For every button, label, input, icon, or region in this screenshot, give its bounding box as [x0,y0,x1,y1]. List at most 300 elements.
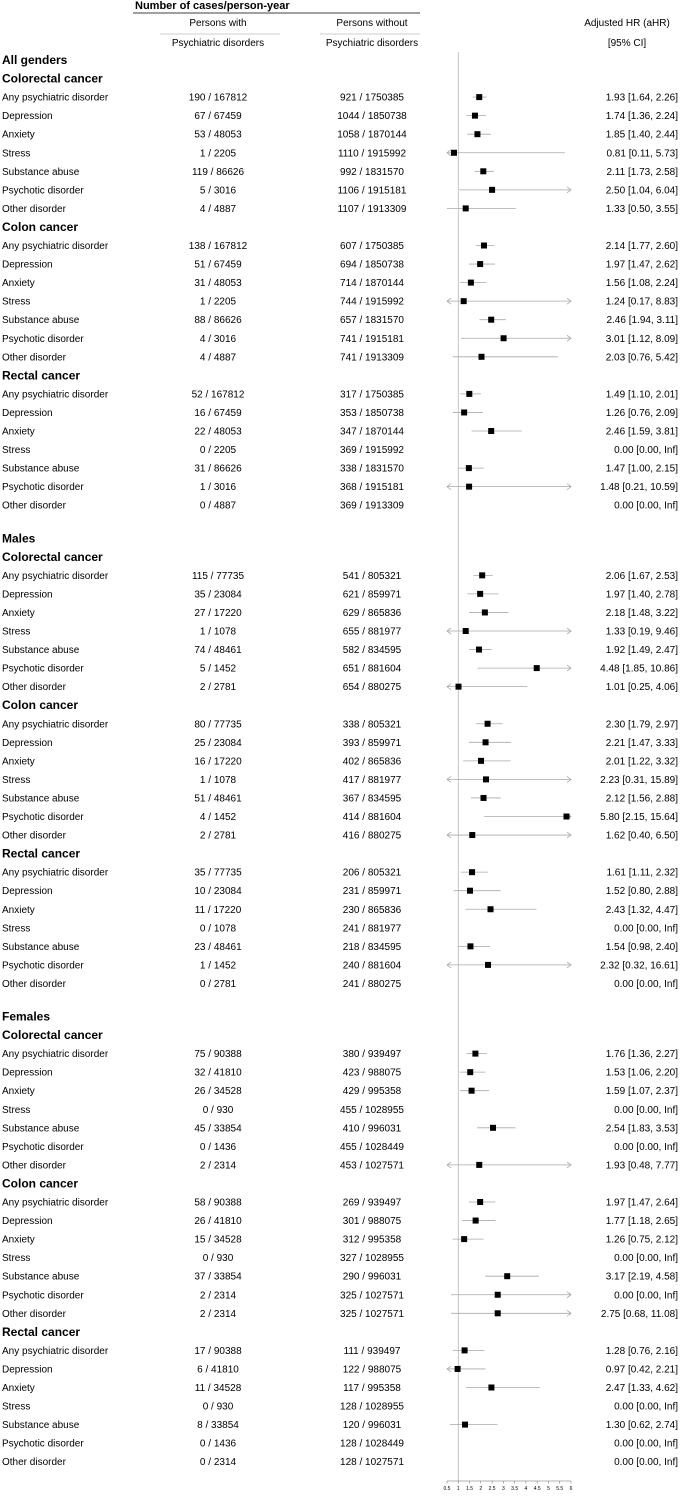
row-label: Other disorder [2,203,66,215]
cases-without-cell: 429 / 995358 [342,1086,402,1098]
row-label: Any psychiatric disorder [2,92,109,104]
hr-point [488,428,494,434]
cases-without-cell: 455 / 1028449 [340,1141,404,1153]
hr-ci-cell: 0.00 [0.00, Inf] [614,1104,678,1116]
hr-ci-cell: 1.93 [1.64, 2.26] [605,92,678,104]
row-label: Substance abuse [2,1123,80,1135]
cases-without-cell: 410 / 996031 [342,1123,402,1135]
rows-layer [2,53,678,1468]
cases-with-cell: 5 / 3016 [199,185,237,197]
cases-with-cell: 22 / 48053 [194,426,242,438]
cases-without-cell: 714 / 1870144 [340,278,404,290]
row-label: Stress [2,1104,31,1116]
cases-with-cell: 0 / 1436 [199,1438,237,1450]
group-heading: Females [2,1009,51,1024]
hr-ci-cell: 2.50 [1.04, 6.04] [605,185,678,197]
cases-with-cell: 10 / 23084 [194,886,242,898]
hr-ci-cell: 1.52 [0.80, 2.88] [605,886,678,898]
hr-point [466,465,472,471]
x-tick-label: 2 [479,1486,483,1492]
hr-ci-cell: 0.00 [0.00, Inf] [614,445,678,457]
row-label: Stress [2,296,31,308]
hr-point [462,1422,468,1428]
hr-point [480,168,486,174]
hr-ci-cell: 1.48 [0.21, 10.59] [600,482,678,494]
cases-without-cell: 111 / 939497 [343,1345,401,1357]
hr-point [489,187,495,193]
hr-ci-cell: 2.47 [1.33, 4.62] [605,1383,678,1394]
x-tick-label: 4.5 [533,1486,541,1492]
hr-ci-cell: 0.00 [0.00, Inf] [614,1457,678,1469]
cases-without-cell: 1044 / 1850738 [337,111,407,123]
cancer-heading: Colorectal cancer [2,71,103,86]
cases-with-cell: 11 / 34528 [194,1383,242,1394]
row-label: Stress [2,923,31,935]
hr-point [478,354,484,360]
x-tick-label: 5 [547,1486,550,1492]
cases-with-cell: 75 / 90388 [194,1049,242,1061]
cases-without-cell: 122 / 988075 [342,1364,402,1376]
cases-with-cell: 58 / 90388 [194,1197,242,1209]
row-label: Other disorder [2,978,66,990]
header-with-line1: Persons with [189,18,247,29]
cases-with-cell: 26 / 41810 [194,1216,242,1228]
hr-ci-cell: 2.75 [0.68, 11.08] [600,1308,678,1320]
plot-layer [447,52,571,1481]
cases-with-cell: 2 / 2314 [199,1290,237,1302]
cases-without-cell: 120 / 996031 [342,1420,402,1432]
cases-with-cell: 17 / 90388 [194,1345,242,1357]
cases-with-cell: 190 / 167812 [188,92,248,104]
cases-without-cell: 741 / 1915181 [340,333,404,345]
row-label: Stress [2,148,31,160]
cases-with-cell: 25 / 23084 [194,737,242,749]
hr-ci-cell: 1.97 [1.47, 2.64] [605,1197,678,1209]
hr-ci-cell: 2.46 [1.59, 3.81] [605,426,678,438]
hr-ci-cell: 0.00 [0.00, Inf] [614,1401,678,1413]
hr-ci-cell: 1.85 [1.40, 2.44] [605,129,678,141]
cases-without-cell: 231 / 859971 [342,886,402,898]
cases-with-cell: 2 / 2781 [199,830,237,842]
hr-point [477,591,483,597]
hr-ci-cell: 2.32 [0.32, 16.61] [600,960,678,972]
hr-ci-cell: 2.46 [1.94, 3.11] [606,315,678,327]
hr-ci-cell: 1.24 [0.17, 8.83] [605,296,678,308]
hr-ci-cell: 1.54 [0.98, 2.40] [605,941,678,953]
row-label: Any psychiatric disorder [2,241,109,252]
header-title: Number of cases/person-year [135,0,290,12]
cases-with-cell: 32 / 41810 [194,1067,242,1079]
hr-point [476,94,482,100]
hr-point [485,721,491,727]
hr-point [461,1236,467,1242]
x-tick-label: 5.5 [556,1486,564,1492]
row-label: Psychotic disorder [2,333,84,345]
hr-ci-cell: 1.49 [1.10, 2.01] [605,389,678,401]
cases-without-cell: 1107 / 1913309 [337,203,407,215]
hr-ci-cell: 2.14 [1.77, 2.60] [605,241,678,252]
hr-point [534,665,540,671]
hr-point [478,758,484,764]
hr-ci-cell: 0.00 [0.00, Inf] [614,1290,678,1302]
hr-point [467,1069,473,1075]
hr-point [455,1366,461,1372]
cases-with-cell: 1 / 1078 [199,626,237,638]
cases-with-cell: 31 / 48053 [194,278,242,290]
row-label: Psychotic disorder [2,482,84,494]
hr-point [466,391,472,397]
row-label: Anxiety [2,426,35,438]
row-label: Stress [2,1401,31,1413]
hr-point [472,113,478,119]
hr-point [461,298,467,304]
hr-ci-cell: 1.26 [0.75, 2.12] [605,1234,678,1246]
row-label: Anxiety [2,756,35,768]
hr-ci-cell: 2.11 [1.73, 2.58] [606,166,678,178]
hr-ci-cell: 1.26 [0.76, 2.09] [605,407,678,419]
cancer-heading: Rectal cancer [2,846,81,861]
hr-ci-cell: 2.01 [1.22, 3.32] [605,756,678,768]
cases-with-cell: 119 / 86626 [191,166,245,178]
hr-point [485,962,491,968]
hr-point [479,572,485,578]
cases-with-cell: 31 / 86626 [194,463,242,475]
hr-point [476,1162,482,1168]
hr-ci-cell: 1.28 [0.76, 2.16] [605,1345,678,1357]
row-label: Other disorder [2,1457,66,1469]
cases-without-cell: 1110 / 1915992 [337,148,407,160]
cases-with-cell: 0 / 1078 [199,923,237,935]
cases-without-cell: 368 / 1915181 [340,482,404,494]
cases-without-cell: 654 / 880275 [342,682,402,694]
cases-with-cell: 4 / 4887 [199,203,237,215]
cases-with-cell: 35 / 23084 [194,589,242,601]
cases-without-cell: 453 / 1027571 [340,1160,404,1172]
hr-ci-cell: 1.61 [1.11, 2.32] [606,867,678,879]
cancer-heading: Colorectal cancer [2,549,103,564]
cases-with-cell: 11 / 17220 [194,904,242,916]
cases-with-cell: 37 / 33854 [194,1271,242,1283]
hr-ci-cell: 2.23 [0.31, 15.89] [600,774,678,786]
cases-without-cell: 655 / 881977 [342,626,402,638]
cases-without-cell: 325 / 1027571 [340,1290,404,1302]
cases-with-cell: 115 / 77735 [191,570,245,582]
x-tick-label: 1.5 [466,1486,474,1492]
cancer-heading: Colon cancer [2,1176,79,1191]
cases-with-cell: 15 / 34528 [194,1234,242,1246]
x-tick-label: 1 [456,1486,460,1492]
cases-without-cell: 369 / 1913309 [340,500,404,512]
header-hr-line1: Adjusted HR (aHR) [584,18,670,29]
cases-with-cell: 0 / 930 [202,1401,234,1413]
cases-without-cell: 301 / 988075 [342,1216,402,1228]
cases-with-cell: 0 / 930 [202,1104,234,1116]
row-label: Substance abuse [2,793,80,805]
hr-point [469,869,475,875]
cases-without-cell: 317 / 1750385 [340,389,404,401]
row-label: Psychotic disorder [2,1290,84,1302]
row-label: Other disorder [2,352,66,364]
hr-point [488,1385,494,1391]
hr-point [504,1273,510,1279]
hr-point [469,832,475,838]
hr-ci-cell: 2.18 [1.48, 3.22] [605,607,678,619]
cases-with-cell: 6 / 41810 [197,1364,239,1376]
hr-point [482,609,488,615]
hr-point [461,409,467,415]
row-label: Substance abuse [2,1420,80,1432]
row-label: Depression [2,111,53,123]
row-label: Depression [2,886,53,898]
cases-with-cell: 0 / 2205 [199,445,237,457]
cases-without-cell: 629 / 865836 [342,607,402,619]
cases-without-cell: 657 / 1831570 [340,315,404,327]
cancer-heading: Rectal cancer [2,1324,81,1339]
cases-with-cell: 52 / 167812 [191,389,245,401]
row-label: Anxiety [2,904,35,916]
hr-ci-cell: 1.56 [1.08, 2.24] [605,278,678,290]
cases-with-cell: 16 / 17220 [194,756,242,768]
cases-without-cell: 380 / 939497 [342,1049,402,1061]
row-label: Substance abuse [2,463,80,475]
cases-with-cell: 26 / 34528 [194,1086,242,1098]
cases-with-cell: 35 / 77735 [194,867,242,879]
cancer-heading: Rectal cancer [2,368,81,383]
hr-point [476,647,482,653]
hr-point [463,628,469,634]
hr-point [477,1199,483,1205]
row-label: Other disorder [2,1160,66,1172]
hr-point [451,150,457,156]
hr-ci-cell: 1.59 [1.07, 2.37] [605,1086,678,1098]
hr-ci-cell: 3.01 [1.12, 8.09] [605,333,678,345]
cases-with-cell: 1 / 2205 [199,296,237,308]
row-label: Anxiety [2,1086,35,1098]
cases-without-cell: 312 / 995358 [342,1234,402,1246]
row-label: Stress [2,774,31,786]
row-label: Psychotic disorder [2,812,84,823]
hr-ci-cell: 5.80 [2.15, 15.64] [600,812,678,823]
hr-ci-cell: 2.06 [1.67, 2.53] [605,570,678,582]
hr-point [563,814,569,820]
cases-without-cell: 218 / 834595 [342,941,402,953]
row-label: Depression [2,259,53,271]
row-label: Any psychiatric disorder [2,719,109,731]
hr-ci-cell: 0.00 [0.00, Inf] [614,1141,678,1153]
cases-with-cell: 23 / 48461 [194,941,242,953]
header-without-line1: Persons without [336,18,408,29]
cases-without-cell: 744 / 1915992 [340,296,404,308]
cases-without-cell: 455 / 1028955 [340,1104,404,1116]
cases-without-cell: 338 / 1831570 [340,463,404,475]
row-label: Any psychiatric disorder [2,570,109,582]
cases-without-cell: 1106 / 1915181 [337,185,407,197]
cases-without-cell: 582 / 834595 [342,645,402,657]
hr-point [472,1051,478,1057]
row-label: Depression [2,1364,53,1376]
hr-point [501,335,507,341]
row-label: Anxiety [2,129,35,141]
hr-ci-cell: 1.77 [1.18, 2.65] [605,1216,678,1228]
hr-point [481,243,487,249]
hr-ci-cell: 1.30 [0.62, 2.74] [605,1420,678,1432]
hr-point [466,484,472,490]
cases-without-cell: 325 / 1027571 [340,1308,404,1320]
row-label: Substance abuse [2,166,80,178]
row-label: Other disorder [2,500,66,512]
row-label: Any psychiatric disorder [2,1345,109,1357]
row-label: Psychotic disorder [2,1438,84,1450]
cases-without-cell: 621 / 859971 [342,589,402,601]
cases-without-cell: 367 / 834595 [342,793,402,805]
cases-without-cell: 290 / 996031 [342,1271,402,1283]
row-label: Stress [2,626,31,638]
hr-ci-cell: 1.33 [0.50, 3.55] [605,203,678,215]
header-without-line2: Psychiatric disorders [325,38,419,49]
hr-point [467,943,473,949]
hr-ci-cell: 0.00 [0.00, Inf] [614,500,678,512]
cases-without-cell: 402 / 865836 [342,756,402,768]
cases-with-cell: 0 / 4887 [199,500,237,512]
cases-without-cell: 541 / 805321 [342,570,402,582]
hr-point [468,280,474,286]
header-with-line2: Psychiatric disorders [171,38,265,49]
hr-ci-cell: 1.74 [1.36, 2.24] [605,111,678,123]
hr-point [488,317,494,323]
row-label: Stress [2,445,31,457]
hr-ci-cell: 0.00 [0.00, Inf] [614,978,678,990]
hr-point [483,776,489,782]
hr-point [481,795,487,801]
cases-with-cell: 16 / 67459 [194,407,242,419]
cases-with-cell: 51 / 48461 [194,793,242,805]
cases-with-cell: 74 / 48461 [194,645,242,657]
cases-with-cell: 4 / 1452 [199,812,237,823]
hr-point [473,1218,479,1224]
hr-point [462,1347,468,1353]
cases-without-cell: 128 / 1027571 [340,1457,404,1469]
hr-ci-cell: 1.97 [1.40, 2.78] [605,589,678,601]
hr-ci-cell: 2.21 [1.47, 3.33] [605,737,678,749]
cases-with-cell: 1 / 3016 [199,482,237,494]
row-label: Substance abuse [2,645,80,657]
hr-ci-cell: 1.01 [0.25, 4.06] [605,682,678,694]
cases-without-cell: 423 / 988075 [342,1067,402,1079]
cases-without-cell: 241 / 880275 [342,978,402,990]
cases-without-cell: 230 / 865836 [342,904,402,916]
cancer-heading: Colorectal cancer [2,1028,103,1043]
cases-without-cell: 416 / 880275 [342,830,402,842]
x-axis [444,1481,573,1492]
hr-point [455,684,461,690]
cases-with-cell: 0 / 930 [202,1253,234,1265]
cases-without-cell: 117 / 995358 [343,1383,401,1394]
cases-with-cell: 1 / 1452 [199,960,237,972]
cases-without-cell: 1058 / 1870144 [337,129,407,141]
cases-with-cell: 2 / 2314 [199,1160,237,1172]
hr-ci-cell: 2.12 [1.56, 2.88] [605,793,678,805]
row-label: Any psychiatric disorder [2,1049,109,1061]
hr-ci-cell: 1.33 [0.19, 9.46] [605,626,678,638]
hr-point [483,739,489,745]
hr-ci-cell: 0.81 [0.11, 5.73] [606,148,678,160]
cases-with-cell: 4 / 3016 [199,333,237,345]
cases-without-cell: 269 / 939497 [342,1197,402,1209]
hr-point [495,1310,501,1316]
cases-with-cell: 67 / 67459 [194,111,242,123]
hr-point [474,131,480,137]
hr-point [463,205,469,211]
hr-ci-cell: 1.62 [0.40, 6.50] [605,830,678,842]
group-heading: All genders [2,53,68,67]
hr-point [488,906,494,912]
cases-without-cell: 393 / 859971 [342,737,402,749]
row-label: Depression [2,737,53,749]
hr-ci-cell: 4.48 [1.85, 10.86] [600,663,678,675]
cases-without-cell: 347 / 1870144 [340,426,404,438]
hr-point [467,888,473,894]
cases-with-cell: 2 / 2781 [199,682,237,694]
hr-ci-cell: 1.53 [1.06, 2.20] [605,1067,678,1079]
cases-with-cell: 88 / 86626 [194,315,242,327]
row-label: Any psychiatric disorder [2,389,109,401]
row-label: Anxiety [2,278,35,290]
row-label: Psychotic disorder [2,185,84,197]
hr-ci-cell: 1.93 [0.48, 7.77] [605,1160,678,1172]
cases-without-cell: 417 / 881977 [342,774,402,786]
cases-with-cell: 2 / 2314 [199,1308,237,1320]
row-label: Other disorder [2,1308,66,1320]
cases-without-cell: 694 / 1850738 [340,259,404,271]
cases-without-cell: 128 / 1028955 [340,1401,404,1413]
cancer-heading: Colon cancer [2,698,79,713]
cases-without-cell: 369 / 1915992 [340,445,404,457]
cases-with-cell: 80 / 77735 [194,719,242,731]
cases-with-cell: 138 / 167812 [188,241,248,252]
row-label: Substance abuse [2,941,80,953]
row-label: Depression [2,407,53,419]
cases-with-cell: 27 / 17220 [194,607,242,619]
hr-ci-cell: 1.76 [1.36, 2.27] [605,1049,678,1061]
row-label: Substance abuse [2,1271,80,1283]
row-label: Anxiety [2,1383,35,1394]
cases-without-cell: 921 / 1750385 [340,92,404,104]
x-tick-label: 3.5 [511,1486,519,1492]
x-tick-label: 4 [524,1486,528,1492]
cases-with-cell: 0 / 2781 [199,978,237,990]
row-label: Any psychiatric disorder [2,867,109,879]
group-heading: Males [2,531,36,546]
cases-without-cell: 338 / 805321 [342,719,402,731]
hr-ci-cell: 1.47 [1.00, 2.15] [605,463,678,475]
row-label: Substance abuse [2,315,80,327]
hr-ci-cell: 0.00 [0.00, Inf] [614,1438,678,1450]
cases-without-cell: 607 / 1750385 [340,241,404,252]
cases-with-cell: 53 / 48053 [194,129,242,141]
hr-ci-cell: 2.43 [1.32, 4.47] [605,904,678,916]
cases-with-cell: 1 / 1078 [199,774,237,786]
row-label: Psychotic disorder [2,1141,84,1153]
cases-with-cell: 0 / 2314 [199,1457,237,1469]
hr-point [490,1125,496,1131]
cases-with-cell: 45 / 33854 [194,1123,242,1135]
row-label: Psychotic disorder [2,663,84,675]
cases-with-cell: 4 / 4887 [199,352,237,364]
row-label: Stress [2,1253,31,1265]
cases-without-cell: 651 / 881604 [342,663,402,675]
row-label: Depression [2,589,53,601]
row-label: Other disorder [2,830,66,842]
